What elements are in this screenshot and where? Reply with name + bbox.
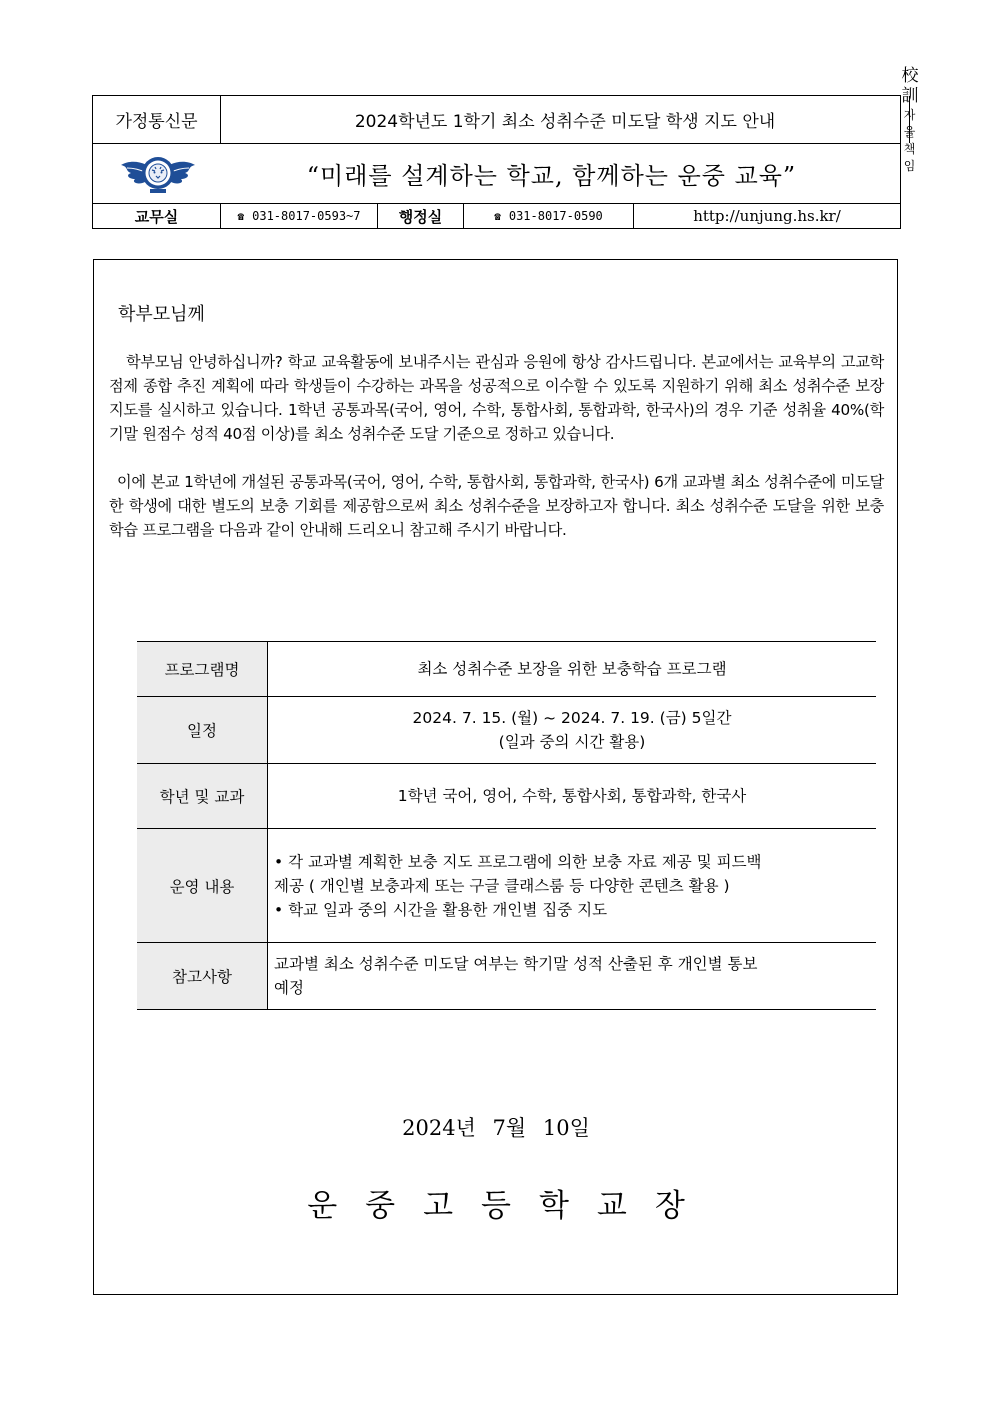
- letter-paragraph-2: 이에 본교 1학년에 개설된 공통과목(국어, 영어, 수학, 통합사회, 통합과학, 한국사) 6개 교과별 최소 성취수준에 미도달한 학생에 대한 별도의 보충 기회를 제공함으로써 최소 성취수준을 보장하고자 합니다. 최소 성취수준 도달을 위한 보충학습 프로그램을 다음과 같이 안내해 드리오니 참고해 주시기 바랍니다.: [109, 473, 884, 539]
- operation-line-1: • 각 교과별 계획한 보충 지도 프로그램에 의한 보충 자료 제공 및 피드백: [274, 852, 762, 871]
- header-slogan-row: [93, 144, 900, 204]
- schedule-label: 일정: [137, 697, 268, 764]
- letter-paragraph-1: 학부모님 안녕하십니까? 학교 교육활동에 보내주시는 관심과 응원에 항상 감사드립니다. 본교에서는 교육부의 고교학점제 종합 추진 계획에 따라 학생들이 수강하는 과목을 성공적으로 이수할 수 있도록 지원하기 위해 최소 성취수준 보장 지도를 실시하고 있습니다. 1학년 공통과목(국어, 영어, 수학, 통합사회, 통합과학, 한국사)의 경우 기준 성취율 40%(학기말 원점수 성적 40점 이상)를 최소 성취수준 도달 기준으로 정하고 있습니다.: [109, 353, 884, 443]
- office2-phone-cell: [464, 204, 634, 228]
- newsletter-header: [92, 65, 919, 229]
- operation-line-3: • 학교 일과 중의 시간을 활용한 개인별 집중 지도: [274, 900, 608, 919]
- motto-hanja: 校訓: [901, 65, 919, 106]
- operation-value: [268, 829, 877, 943]
- telephone-icon: ☎: [494, 209, 501, 223]
- notes-value: [268, 943, 877, 1010]
- office2-label: 행정실: [378, 204, 464, 228]
- school-slogan: “미래를 설계하는 학교, 함께하는 운중 교육”: [306, 162, 797, 190]
- school-website-link[interactable]: http://unjung.hs.kr/: [693, 207, 841, 225]
- table-row: [137, 697, 876, 764]
- header-title-row: [93, 65, 919, 173]
- program-name-label: 프로그램명: [137, 642, 268, 697]
- schedule-dates: 2024. 7. 15. (월) ~ 2024. 7. 19. (금) 5일간: [412, 709, 732, 727]
- telephone-icon: ☎: [237, 209, 245, 223]
- newsletter-title: 2024학년도 1학기 최소 성취수준 미도달 학생 지도 안내: [221, 96, 910, 143]
- notes-line-1: 교과별 최소 성취수준 미도달 여부는 학기말 성적 산출된 후 개인별 통보: [274, 955, 758, 973]
- schedule-note: (일과 중의 시간 활용): [498, 733, 646, 751]
- table-row: [137, 943, 876, 1010]
- office1-label: 교무실: [93, 204, 221, 228]
- grade-subject-label: 학년 및 교과: [137, 764, 268, 829]
- operation-line-2: 제공 ( 개인별 보충과제 또는 구글 클래스룸 등 다양한 콘텐츠 활용 ): [274, 876, 730, 895]
- header-contact-row: [93, 204, 900, 228]
- schedule-value: [268, 697, 877, 764]
- office1-phone-cell: [221, 204, 378, 228]
- notes-line-2: 예정: [274, 979, 304, 997]
- operation-label: 운영 내용: [137, 829, 268, 943]
- school-emblem-icon: [119, 151, 197, 197]
- principal-signature: 운중고등학교장: [307, 1188, 713, 1224]
- letter-date: 2024년 7월 10일: [402, 1116, 590, 1140]
- program-name-value: 최소 성취수준 보장을 위한 보충학습 프로그램: [268, 642, 877, 697]
- grade-subject-value: 1학년 국어, 영어, 수학, 통합사회, 통합과학, 한국사: [268, 764, 877, 829]
- table-row: [137, 764, 876, 829]
- program-info-table: [137, 641, 876, 1010]
- table-row: [137, 829, 876, 943]
- office1-phone: 031-8017-0593~7: [252, 209, 361, 223]
- table-row: [137, 642, 876, 697]
- office2-phone: 031-8017-0590: [508, 209, 603, 223]
- newsletter-label: 가정통신문: [93, 96, 221, 143]
- motto-words: 자율 책임: [903, 107, 917, 173]
- letter-greeting: 학부모님께: [118, 304, 205, 325]
- notes-label: 참고사항: [137, 943, 268, 1010]
